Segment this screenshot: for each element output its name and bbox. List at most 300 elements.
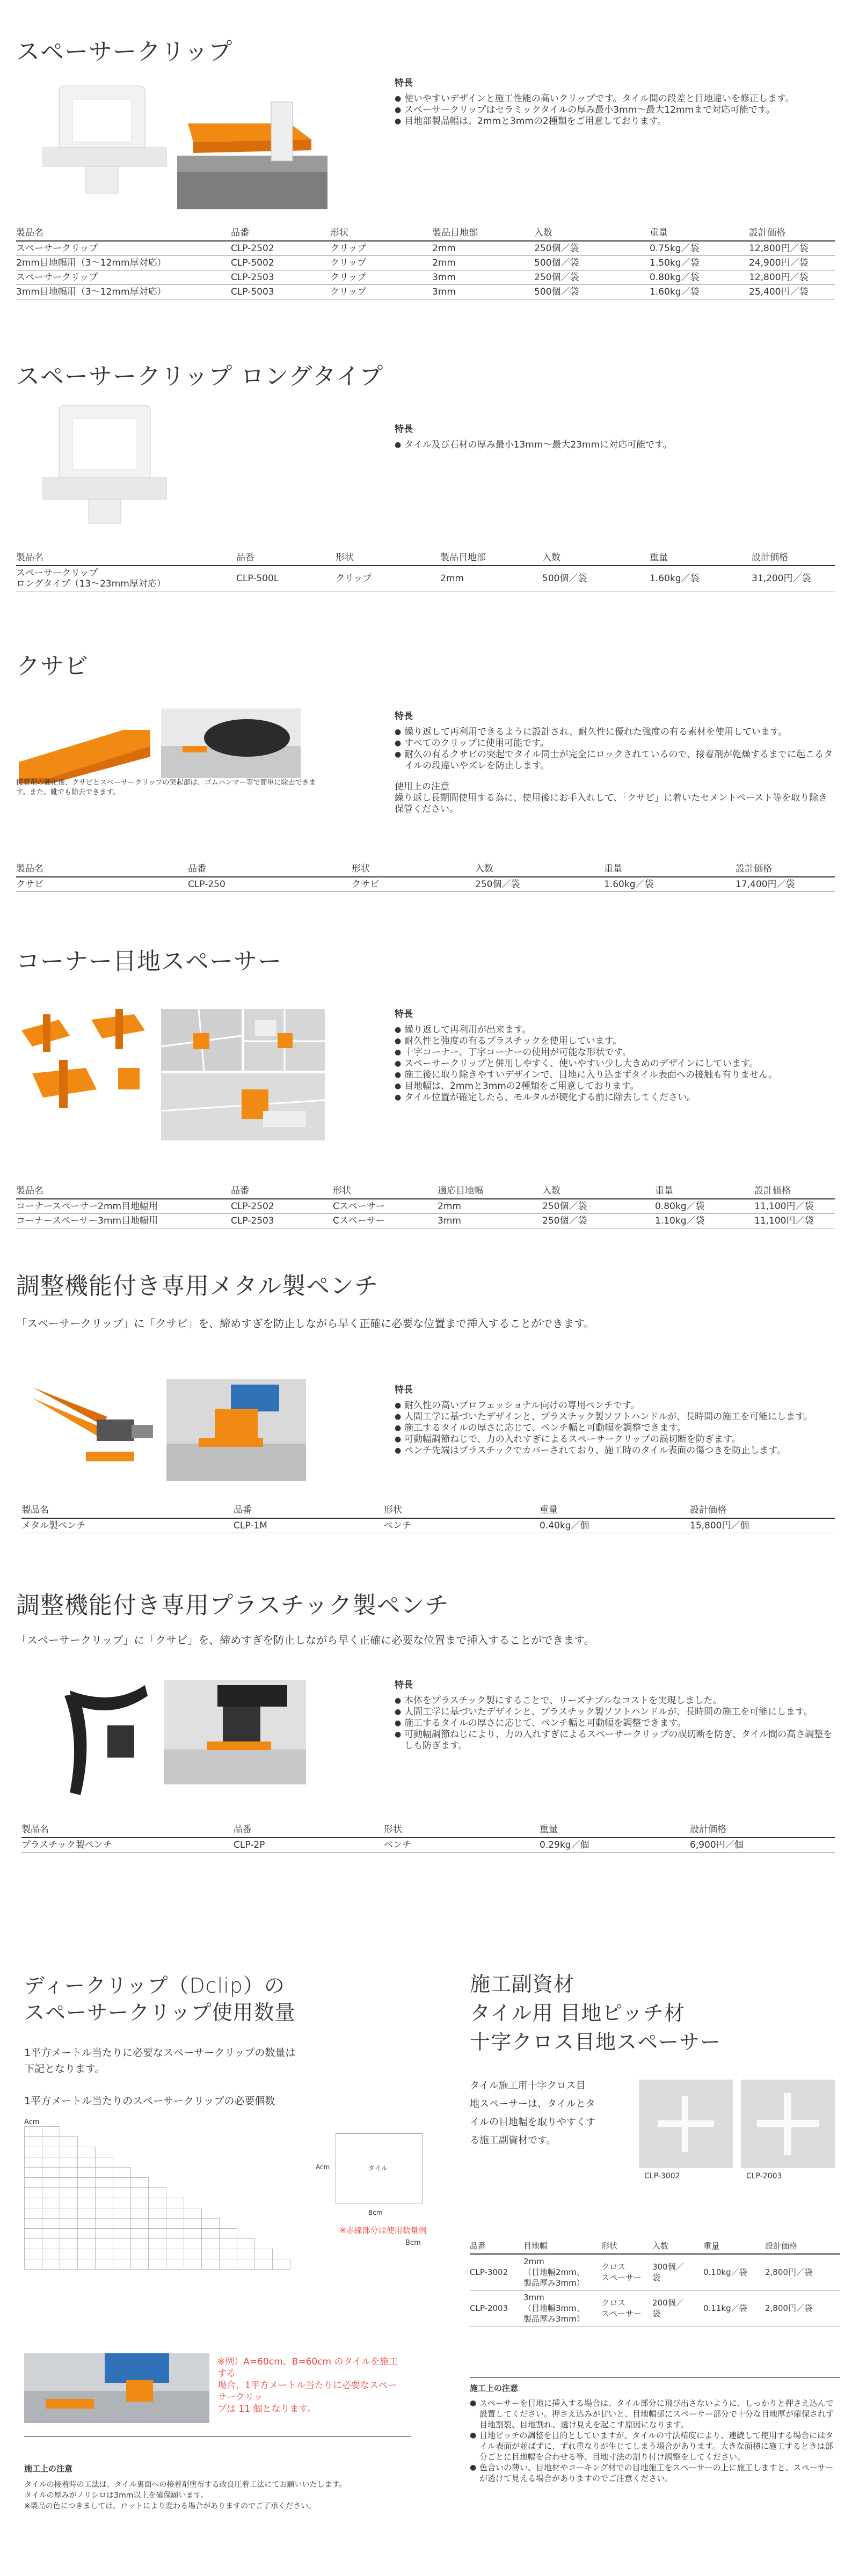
caution-item: ※製品の色につきましては、ロットにより変わる場合がありますのでご了承ください。: [24, 2502, 316, 2511]
cell: ペンチ: [384, 1518, 540, 1533]
grid-cell: [113, 2249, 131, 2259]
grid-cell: [220, 2198, 237, 2208]
feature-item: ● 十字コーナー、丁字コーナーの使用が可能な形状です。: [395, 1047, 835, 1058]
table-row: [21, 1838, 835, 1853]
grid-cell: [96, 2168, 113, 2178]
cell: [16, 566, 236, 591]
col-header: 入数: [475, 859, 604, 877]
cell: 1.60kg／袋: [650, 566, 752, 591]
cell: 1.60kg／袋: [650, 285, 749, 299]
grid-cell: [96, 2198, 113, 2208]
grid-cell: [255, 2259, 273, 2270]
col-header: 製品目地部: [432, 223, 534, 241]
col-header: 品番: [234, 1819, 384, 1838]
grid-cell: [184, 2198, 202, 2208]
grid-cell: [237, 2147, 255, 2157]
feature-item: ● 人間工学に基づいたデザインと、プラスチック製ソフトハンドルが、長時間の施工を可能にします。: [395, 1707, 835, 1718]
col-header: 入数: [534, 223, 650, 241]
grid-cell: [202, 2208, 220, 2219]
col-header: 製品名: [21, 1819, 234, 1838]
usage-notes-text: 繰り返し長期間使用する為に、使用後にお手入れして、「クサビ」に着いたセメントペースト等を取り除き保管ください。: [395, 793, 828, 815]
grid-cell: [273, 2137, 290, 2147]
grid-cell: [184, 2178, 202, 2188]
grid-cell: [255, 2188, 273, 2198]
grid-cell: [60, 2178, 78, 2188]
grid-cell: [184, 2147, 202, 2157]
grid-cell: [184, 2219, 202, 2229]
grid-cell: [273, 2229, 290, 2239]
cell-line: クロス: [601, 2262, 626, 2272]
wedge-caption: 接着剤の硬化後、クサビとスペーサークリップの突起部は、ゴムハンマー等で簡単に除去できます。また、靴でも除去できます。: [16, 779, 316, 796]
grid-cell: [202, 2198, 220, 2208]
grid-cell: [131, 2198, 149, 2208]
grid-cell: [149, 2188, 166, 2198]
col-header: 入数: [652, 2238, 703, 2254]
grid-cell: [42, 2239, 60, 2249]
spacer-clip-spec-table: [16, 223, 835, 299]
feature-item: ● 耐久性の高いプロフェッショナル向けの専用ペンチです。: [395, 1400, 835, 1411]
grid-row: [25, 2168, 308, 2178]
grid-cell: [149, 2259, 166, 2270]
feature-item: ● 目地幅は、2mmと3mmの2種類をご用意しております。: [395, 1081, 835, 1092]
grid-cell: [60, 2168, 78, 2178]
grid-row: [25, 2249, 308, 2259]
cell: 31,200円／袋: [752, 566, 835, 591]
cell: 12,800円／袋: [749, 270, 835, 285]
grid-cell: [25, 2157, 42, 2168]
table-header-row: [16, 223, 835, 241]
plastic-pliers-spec-table: [21, 1819, 835, 1853]
cell: 250個／袋: [542, 1214, 655, 1228]
tile-dim-a: Acm: [316, 2163, 330, 2171]
col-header: 品番: [470, 2238, 523, 2254]
table-header-row: [16, 1181, 835, 1199]
grid-cell: [166, 2198, 184, 2208]
cell: 500個／袋: [534, 285, 650, 299]
grid-cell: [166, 2168, 184, 2178]
table-row: [470, 2290, 840, 2326]
grid-cell: [290, 2198, 308, 2208]
feature-item: ● 使いやすいデザインと施工性能の高いクリップです。タイル間の段差と目地違いを修正します。: [395, 93, 835, 105]
col-header: 製品名: [21, 1500, 234, 1518]
cross-spacer-spec-table: [470, 2238, 840, 2326]
col-header: 適応目地幅: [438, 1181, 542, 1199]
grid-cell: [237, 2178, 255, 2188]
grid-cell: [220, 2127, 237, 2137]
grid-cell: [255, 2219, 273, 2229]
grid-cell: [166, 2127, 184, 2137]
grid-cell: [131, 2127, 149, 2137]
feature-item: ● ペンチ先端はプラスチックでカバーされており、施工時のタイル表面の傷つきを防止します。: [395, 1445, 835, 1457]
cell: 0.11kg／袋: [703, 2290, 765, 2326]
features-heading: 特長: [395, 1009, 413, 1020]
table-header-row: [16, 859, 835, 877]
cell: CLP-2502: [231, 1199, 333, 1214]
grid-cell: [255, 2157, 273, 2168]
grid-cell: [25, 2219, 42, 2229]
feature-item: ● 本体をプラスチック製にすることで、リーズナブルなコストを実現しました。: [395, 1695, 835, 1707]
section-title-spacer-clip: スペーサークリップ: [16, 38, 233, 65]
grid-cell: [131, 2137, 149, 2147]
grid-cell: [131, 2147, 149, 2157]
title-line: 十字クロス目地スペーサー: [470, 2030, 722, 2054]
cell: 250個／袋: [475, 877, 604, 892]
wedge-photo: [16, 708, 156, 784]
grid-cell: [42, 2208, 60, 2219]
caution-item: ● 目地ピッチの調整を目的としていますが、タイルの寸法精度により、連続して使用する場合にはタイル表面が並ばずに、ずれ重なりが生じてしまう場合があります。大きな面積に施工するときは部分ごとに目地幅を合わせる等、目地寸法の割り付け調整をしてください。: [470, 2430, 840, 2462]
grid-cell: [149, 2137, 166, 2147]
cell-line: 2mm: [523, 2257, 544, 2266]
cell-line: スペーサー: [601, 2309, 642, 2318]
grid-axis-b: Bcm: [405, 2239, 421, 2247]
grid-cell: [166, 2239, 184, 2249]
cell-line: （目地幅3mm、: [523, 2303, 585, 2313]
feature-item: ● 可動幅調節ねじにより、力の入れすぎによるスペーサークリップの誤切断を防ぎ、タイル間の高さ調整をしも防ぎます。: [395, 1729, 835, 1752]
grid-cell: [237, 2208, 255, 2219]
grid-cell: [255, 2198, 273, 2208]
col-header: 重量: [650, 223, 749, 241]
caution-item: ● 色合いの薄い、目地材やコーキング材での目地施工をスペーサーの上に施工しますと、スペーサーが透けて見える場合がありますのでご注意ください。: [470, 2462, 840, 2484]
cell: [523, 2254, 601, 2290]
long-clip-spec-table: [16, 547, 835, 591]
grid-cell: [60, 2157, 78, 2168]
grid-cell: [184, 2137, 202, 2147]
cell: CLP-2503: [231, 270, 330, 285]
grid-cell: [184, 2259, 202, 2270]
grid-cell: [78, 2198, 96, 2208]
grid-row: [25, 2259, 308, 2270]
grid-cell: [113, 2178, 131, 2188]
col-header: 設計価格: [765, 2238, 840, 2254]
cell: 250個／袋: [534, 270, 650, 285]
wedge-features: [395, 711, 835, 815]
grid-cell: [78, 2249, 96, 2259]
col-header: 重量: [540, 1500, 690, 1518]
cell: クサビ: [16, 877, 188, 892]
title-line: タイル用 目地ピッチ材: [470, 2001, 685, 2025]
grid-cell: [78, 2137, 96, 2147]
grid-cell: [202, 2188, 220, 2198]
grid-cell: [220, 2229, 237, 2239]
grid-cell: [290, 2188, 308, 2198]
grid-cell: [149, 2147, 166, 2157]
col-header: 重量: [655, 1181, 754, 1199]
grid-cell: [78, 2229, 96, 2239]
grid-cell: [202, 2157, 220, 2168]
grid-cell: [237, 2127, 255, 2137]
grid-cell: [290, 2168, 308, 2178]
spacer-clip-photo: [21, 80, 183, 204]
table-row: [16, 1214, 835, 1228]
cell: 2mm: [440, 566, 542, 591]
grid-cell: [149, 2178, 166, 2188]
grid-row: [25, 2219, 308, 2229]
grid-cell: [78, 2127, 96, 2137]
grid-cell: [202, 2178, 220, 2188]
cell: [523, 2290, 601, 2326]
grid-cell: [290, 2239, 308, 2249]
grid-cell: [113, 2229, 131, 2239]
grid-cell: [131, 2168, 149, 2178]
table-header-row: [16, 547, 835, 566]
col-header: 形状: [333, 1181, 438, 1199]
cell: 2mm: [432, 241, 534, 256]
grid-cell: [220, 2259, 237, 2270]
grid-cell: [237, 2188, 255, 2198]
grid-cell: [220, 2188, 237, 2198]
grid-cell: [42, 2178, 60, 2188]
grid-cell: [131, 2219, 149, 2229]
cross-spacer-title: [470, 1970, 721, 2057]
col-header: 品番: [188, 859, 352, 877]
features-heading: 特長: [395, 424, 413, 435]
section-title-metal-pliers: 調整機能付き専用メタル製ペンチ: [16, 1272, 378, 1300]
cross-caution-heading: 施工上の注意: [470, 2383, 519, 2393]
dclip-caution-list: [24, 2479, 411, 2512]
grid-cell: [220, 2219, 237, 2229]
grid-row: [25, 2157, 308, 2168]
grid-cell: [60, 2239, 78, 2249]
grid-cell: [60, 2127, 78, 2137]
grid-cell: [255, 2127, 273, 2137]
metal-pliers-features: [395, 1385, 835, 1457]
feature-item: ● 施工するタイルの厚さに応じて、ペンチ幅と可動幅を調整できます。: [395, 1423, 835, 1434]
cell: 0.29kg／個: [540, 1838, 690, 1853]
grid-cell: [202, 2219, 220, 2229]
spacer-clip-wedge-photo: [177, 91, 327, 209]
feature-item: ● 可動幅調節ねじで、力の入れすぎによるスペーサークリップの誤切断を防ぎます。: [395, 1434, 835, 1445]
grid-cell: [42, 2127, 60, 2137]
grid-cell: [78, 2147, 96, 2157]
grid-row: [25, 2229, 308, 2239]
grid-row: [25, 2208, 308, 2219]
example-line: プは 11 個となります。: [217, 2404, 317, 2414]
wedge-removal-photo: [161, 708, 301, 778]
grid-cell: [290, 2157, 308, 2168]
cell: 2mm: [438, 1199, 542, 1214]
col-header: 入数: [542, 1181, 655, 1199]
grid-cell: [42, 2259, 60, 2270]
grid-cell: [149, 2239, 166, 2249]
grid-cell: [60, 2249, 78, 2259]
table-row: [21, 1518, 835, 1533]
grid-cell: [78, 2259, 96, 2270]
grid-cell: [42, 2229, 60, 2239]
grid-cell: [96, 2178, 113, 2188]
grid-cell: [42, 2249, 60, 2259]
grid-cell: [78, 2157, 96, 2168]
grid-cell: [25, 2127, 42, 2137]
cell: CLP-2503: [231, 1214, 333, 1228]
features-heading: 特長: [395, 78, 413, 89]
cell: 1.50kg／袋: [650, 256, 749, 270]
grid-cell: [96, 2229, 113, 2239]
grid-cell: [113, 2198, 131, 2208]
col-header: 設計価格: [690, 1500, 835, 1518]
col-header: 設計価格: [752, 547, 835, 566]
grid-cell: [96, 2219, 113, 2229]
cell: 250個／袋: [534, 241, 650, 256]
cell-line: クロス: [601, 2298, 626, 2308]
feature-item: ● 施工後に取り除きやすいデザインで、目地に入り込まずタイル表面への接触も有りません。: [395, 1070, 835, 1081]
grid-cell: [113, 2208, 131, 2219]
section-title-corner-spacer: コーナー目地スペーサー: [16, 948, 282, 975]
grid-cell: [255, 2168, 273, 2178]
row-name-line: ロングタイプ（13～23mm厚対応）: [16, 579, 166, 589]
grid-cell: [60, 2208, 78, 2219]
grid-cell: [166, 2208, 184, 2219]
grid-cell: [149, 2229, 166, 2239]
grid-cell: [255, 2147, 273, 2157]
image-label: CLP-3002: [644, 2172, 680, 2180]
cell: コーナースペーサー3mm目地幅用: [16, 1214, 231, 1228]
feature-item: ● 人間工学に基づいたデザインと、プラスチック製ソフトハンドルが、長時間の施工を可能にします。: [395, 1411, 835, 1423]
cell: 2mm目地幅用（3～12mm厚対応）: [16, 256, 231, 270]
usage-notes-heading: 使用上の注意: [395, 781, 449, 792]
row-name-line: スペーサークリップ: [16, 568, 98, 579]
grid-cell: [25, 2229, 42, 2239]
grid-cell: [60, 2137, 78, 2147]
cell: CLP-5003: [231, 285, 330, 299]
long-clip-photo: [38, 402, 172, 526]
long-clip-features: [395, 424, 835, 451]
table-header-row: [21, 1819, 835, 1838]
grid-cell: [96, 2157, 113, 2168]
grid-cell: [60, 2198, 78, 2208]
spacer-clip-features: [395, 78, 835, 127]
grid-cell: [113, 2188, 131, 2198]
grid-cell: [166, 2147, 184, 2157]
grid-cell: [25, 2147, 42, 2157]
grid-cell: [25, 2259, 42, 2270]
grid-cell: [273, 2168, 290, 2178]
desc-line: イルの目地幅を取りやすくす: [470, 2117, 595, 2128]
col-header: 形状: [352, 859, 475, 877]
cell: クサビ: [352, 877, 475, 892]
col-header: 品番: [231, 223, 330, 241]
grid-cell: [273, 2208, 290, 2219]
grid-cell: [96, 2208, 113, 2219]
col-header: 品番: [234, 1500, 384, 1518]
grid-cell: [60, 2229, 78, 2239]
grid-cell: [220, 2157, 237, 2168]
desc-line: る施工副資材です。: [470, 2135, 556, 2146]
cross-spacer-description: [470, 2077, 595, 2150]
grid-cell: [25, 2198, 42, 2208]
feature-item: ● 施工するタイルの厚さに応じて、ペンチ幅と可動幅を調整できます。: [395, 1718, 835, 1729]
cell: 15,800円／個: [690, 1518, 835, 1533]
usage-grid-title: 1平方メートル当たりのスペーサークリップの必要個数: [24, 2095, 275, 2107]
feature-item: ● 耐久の有るクサビの突起でタイル同士が完全にロックされているので、接着剤が乾燥するまでに起こるタイルの段違いやズレを防止します。: [395, 749, 835, 772]
dclip-usage-intro: [24, 2045, 295, 2077]
grid-cell: [113, 2147, 131, 2157]
plastic-pliers-use-photo: [164, 1680, 306, 1784]
cell: [601, 2254, 652, 2290]
title-line: スペーサークリップ使用数量: [24, 2001, 296, 2024]
cell: クリップ: [330, 285, 432, 299]
grid-cell: [290, 2259, 308, 2270]
col-header: 形状: [384, 1500, 540, 1518]
grid-cell: [290, 2229, 308, 2239]
table-header-row: [470, 2238, 840, 2254]
grid-cell: [273, 2259, 290, 2270]
corner-spacer-photo: [11, 1009, 156, 1122]
features-heading: 特長: [395, 1385, 413, 1395]
grid-cell: [166, 2188, 184, 2198]
grid-cell: [202, 2229, 220, 2239]
cell: 2mm: [432, 256, 534, 270]
cell: クリップ: [330, 241, 432, 256]
grid-cell: [60, 2219, 78, 2229]
col-header: 重量: [703, 2238, 765, 2254]
grid-row: [25, 2127, 308, 2137]
col-header: 製品目地部: [440, 547, 542, 566]
cell-line: 製品厚み3mm）: [523, 2278, 585, 2288]
grid-cell: [96, 2137, 113, 2147]
usage-quantity-grid: [24, 2126, 308, 2270]
grid-cell: [184, 2127, 202, 2137]
grid-cell: [149, 2219, 166, 2229]
grid-cell: [184, 2157, 202, 2168]
grid-cell: [96, 2127, 113, 2137]
cell-line: 3mm: [523, 2293, 544, 2302]
cell: 3mm: [432, 285, 534, 299]
col-header: 形状: [384, 1819, 540, 1838]
cell: 12,800円／袋: [749, 241, 835, 256]
cell: コーナースペーサー2mm目地幅用: [16, 1199, 231, 1214]
section-title-long-clip: スペーサークリップ ロングタイプ: [16, 363, 384, 390]
cell: 3mm: [438, 1214, 542, 1228]
grid-cell: [237, 2249, 255, 2259]
grid-cell: [220, 2239, 237, 2249]
grid-axis-a: Acm: [24, 2118, 40, 2126]
grid-cell: [237, 2219, 255, 2229]
grid-cell: [166, 2219, 184, 2229]
col-header: 設計価格: [736, 859, 835, 877]
tile-dim-b: Bcm: [368, 2209, 383, 2216]
cell: 17,400円／袋: [736, 877, 835, 892]
cell: 0.40kg／個: [540, 1518, 690, 1533]
grid-cell: [131, 2259, 149, 2270]
cell: 11,100円／袋: [754, 1214, 835, 1228]
image-label: CLP-2003: [746, 2172, 782, 2180]
grid-cell: [113, 2137, 131, 2147]
grid-cell: [184, 2208, 202, 2219]
col-header: 重量: [604, 859, 736, 877]
cell: 1.60kg／袋: [604, 877, 736, 892]
grid-cell: [237, 2157, 255, 2168]
col-header: 形状: [336, 547, 440, 566]
feature-item: ● 耐久性と強度の有るプラスチックを使用しています。: [395, 1036, 835, 1047]
cell: 3mm: [432, 270, 534, 285]
grid-cell: [42, 2168, 60, 2178]
grid-cell: [290, 2208, 308, 2219]
grid-cell: [25, 2188, 42, 2198]
grid-cell: [96, 2147, 113, 2157]
cell-line: 200個／: [652, 2298, 684, 2308]
grid-cell: [202, 2137, 220, 2147]
grid-cell: [149, 2198, 166, 2208]
intro-line: 下記となります。: [24, 2063, 105, 2075]
cell: [652, 2254, 703, 2290]
cell: Cスペーサー: [333, 1199, 438, 1214]
grid-cell: [202, 2249, 220, 2259]
grid-cell: [184, 2188, 202, 2198]
grid-row: [25, 2239, 308, 2249]
grid-cell: [202, 2239, 220, 2249]
grid-row: [25, 2198, 308, 2208]
grid-cell: [255, 2229, 273, 2239]
